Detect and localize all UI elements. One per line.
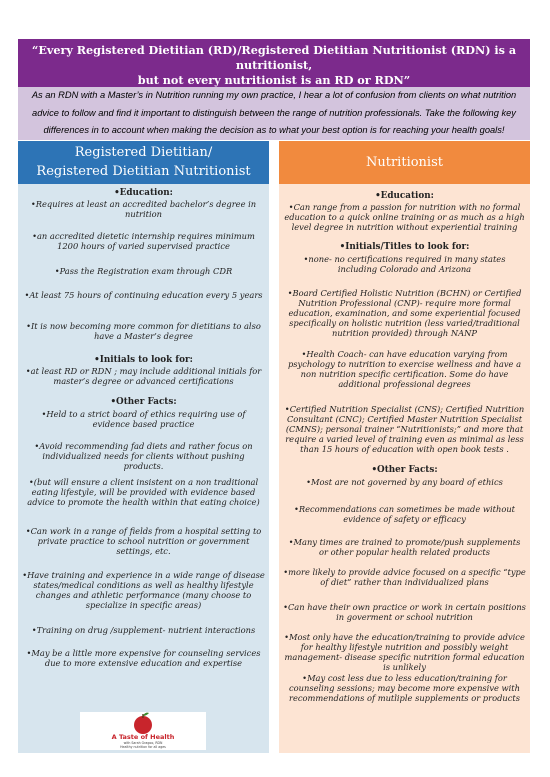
logo-tagline-2: Healthy nutrition for all ages (120, 745, 166, 749)
nutritionist-other-facts-heading: •Other Facts: (371, 465, 438, 475)
rd-item: •(but will ensure a client insistent on a non traditional eating lifestyle, will be provided with evidence based advice to promote the health within that eating choice) (27, 477, 260, 507)
rd-title-line-1: Registered Dietitian/ (74, 145, 213, 160)
rd-education-heading: •Education: (114, 188, 173, 198)
rd-item: •Held to a strict board of ethics requiring use of evidence based practice (41, 409, 246, 429)
logo-tagline-1: with Sarah Gragoo, RDN (123, 741, 163, 745)
nutritionist-item: •Certified Nutrition Specialist (CNS); Certified Nutrition Consultant (CNC); Certified Master Nutrition Specialist (CMNS); personal trainer “Nutritionists;” and more that require a varied level of training even as minimal as less than 15 hours of education with open book tests . (284, 404, 525, 454)
rd-item: •May be a little more expensive for counseling services due to more extensive education and expertise (26, 648, 261, 668)
logo-name: A Taste of Health (111, 733, 175, 741)
rd-item: •Can work in a range of fields from a hospital setting to private practice to school nutrition or government settings, etc. (25, 526, 262, 556)
nutritionist-item: •Most are not governed by any board of ethics (306, 477, 503, 487)
rd-other-facts-heading: •Other Facts: (110, 397, 177, 407)
rd-item: •At least 75 hours of continuing education every 5 years (24, 290, 263, 300)
nutritionist-item: •Can have their own practice or work in certain positions in goverment or school nutrition (283, 602, 526, 622)
rd-item: •Have training and experience in a wide range of disease states/medical conditions as well as healthy lifestyle changes and athletic performance (many choose to specialize in specific areas) (22, 570, 265, 610)
rd-initials-heading: •Initials to look for: (94, 355, 193, 365)
nutritionist-item: •Many times are trained to promote/push supplements or other popular health related products (288, 537, 521, 557)
rd-item: •an accredited dietetic internship requires minimum 1200 hours of varied supervised practice (32, 231, 255, 251)
quote-line-1: “Every Registered Dietitian (RD)/Registered Dietitian Nutritionist (RDN) is a nutritionist, (31, 43, 517, 72)
nutritionist-education-heading: •Education: (375, 191, 434, 201)
nutritionist-item: •none- no certifications required in many states including Colorado and Arizona (303, 254, 506, 274)
nutritionist-item: •Recommendations can sometimes be made without evidence of safety or efficacy (293, 504, 516, 524)
nutritionist-item: •Health Coach- can have education varying from psychology to nutrition to exercise wellness and have a non nutrition specific certification. Some do have additional professional degrees (287, 349, 522, 389)
a-taste-of-health-logo (80, 712, 206, 750)
nutritionist-item: •more likely to provide advice focused on a specific “type of diet” rather than individualized plans (283, 567, 526, 587)
nutritionist-item: •Most only have the education/training to provide advice for healthy lifestyle nutrition and possibly weight management- disease specific nutrition formal education is unlikely (284, 632, 525, 672)
rd-item: •Avoid recommending fad diets and rather focus on individualized needs for clients without pushing products. (34, 441, 253, 471)
rd-item: •Pass the Registration exam through CDR (54, 266, 233, 276)
intro-paragraph: As an RDN with a Master’s in Nutrition running my own practice, I hear a lot of confusion from clients on what nutrition advice to follow and find it important to distinguish between the range of nutrition professionals. Take the following key differences in to account when making the decision as to what your best option is for reaching your health goals! (18, 87, 530, 140)
apple-logo-icon (80, 712, 206, 750)
rd-item: •It is now becoming more common for dietitians to also have a Master’s degree (26, 321, 261, 341)
quote-line-2: but not every nutritionist is an RD or RDN” (137, 73, 411, 87)
nutritionist-column-header: Nutritionist (279, 141, 530, 184)
nutritionist-initials-heading: •Initials/Titles to look for: (339, 242, 470, 252)
rd-column-header (18, 141, 269, 184)
nutritionist-item: •May cost less due to less education/training for counseling sessions; may become more expensive with recommendations of mutliple supplements or products (289, 673, 520, 703)
rd-item: •Requires at least an accredited bachelor’s degree in nutrition (30, 199, 257, 219)
quote-banner (18, 39, 530, 87)
rd-title-line-2: Registered Dietitian Nutritionist (36, 164, 251, 179)
nutritionist-item: •Board Certified Holistic Nutrition (BCHN) or Certified Nutrition Professional (CNP)- require more formal education, examination, and some experiential focused specifically on holistic nutrition (less varied/traditional nutrition provided) through NANP (287, 288, 522, 338)
rd-item: •at least RD or RDN ; may include additional initials for master’s degree or advanced certifications (25, 366, 262, 386)
rd-item: •Training on drug /supplement- nutrient interactions (31, 625, 256, 635)
nutritionist-item: •Can range from a passion for nutrition with no formal education to a quick online training or as much as a high level degree in nutrition without experiential training (284, 202, 525, 232)
